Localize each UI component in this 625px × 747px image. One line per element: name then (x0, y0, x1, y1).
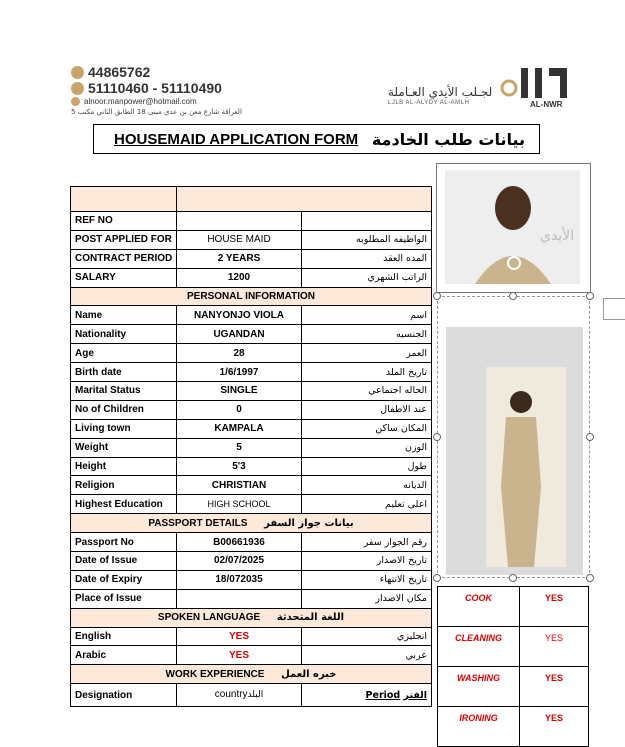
portrait-photo (436, 163, 591, 293)
layout-options-icon[interactable] (603, 298, 625, 320)
birth-date-label: Birth date (71, 363, 177, 382)
table-row (71, 268, 432, 287)
resize-handle-icon[interactable] (433, 292, 441, 300)
personal-info-title: PERSONAL INFORMATION (71, 287, 432, 306)
arabic-label: Arabic (71, 646, 177, 665)
passport-title-arabic: بيانات جواز السفر (264, 517, 354, 529)
period-label-english: Period (365, 689, 401, 701)
issue-date-arabic: تاريخ الاصدار (302, 552, 432, 571)
post-label: POST APPLIED FOR (71, 230, 177, 249)
weight-label: Weight (71, 438, 177, 457)
skills-table (437, 586, 589, 747)
company-logo-icon (497, 64, 577, 102)
skill-cook-label: COOK (438, 587, 520, 627)
name-arabic: اسم (302, 306, 432, 325)
work-title-english: WORK EXPERIENCE (165, 668, 265, 680)
place-of-issue-value (177, 589, 302, 608)
phone-number-2: 51110460 - 51110490 (88, 80, 222, 96)
table-row (71, 495, 432, 514)
weight-value: 5 (177, 438, 302, 457)
person-full-body-icon (446, 327, 583, 575)
full-body-photo-image (446, 327, 583, 575)
address-line: العراقة شارع معن بن عدي مبنى 18 الطابق الثاني مكتب 5 (71, 108, 242, 116)
country-label-english: country (214, 689, 248, 701)
education-arabic: اعلى تعليم (302, 495, 432, 514)
passport-title-english: PASSPORT DETAILS (148, 517, 248, 529)
resize-handle-icon[interactable] (586, 433, 594, 441)
ref-no-value (177, 212, 302, 231)
nationality-arabic: الجنسيه (302, 325, 432, 344)
table-row (438, 587, 589, 627)
spoken-language-header (71, 608, 432, 627)
age-value: 28 (177, 344, 302, 363)
children-label: No of Children (71, 400, 177, 419)
passport-no-label: Passport No (71, 533, 177, 552)
rotate-handle-icon[interactable] (507, 256, 521, 270)
name-value: NANYONJO VIOLA (177, 306, 302, 325)
form-title-box (93, 124, 540, 154)
contract-label: CONTRACT PERIOD (71, 249, 177, 268)
height-label: Height (71, 457, 177, 476)
language-title-arabic: اللغة المتحدثة (276, 612, 345, 624)
expiry-date-value: 18/072035 (177, 570, 302, 589)
table-row (71, 212, 432, 231)
email-icon (71, 97, 80, 106)
table-row (71, 552, 432, 571)
passport-no-value: B00661936 (177, 533, 302, 552)
table-row (71, 249, 432, 268)
passport-no-arabic: رقم الجواز سفر (302, 533, 432, 552)
skill-cleaning-value: YES (520, 627, 589, 667)
personal-info-header (71, 287, 432, 306)
birth-date-arabic: تاريخ الملد (302, 363, 432, 382)
arabic-value: YES (177, 646, 302, 665)
logo-arabic-name: لجـلب الأيدي العـاملة (388, 85, 493, 99)
living-town-arabic: المكان ساكن (302, 419, 432, 438)
table-row (71, 363, 432, 382)
table-row (71, 230, 432, 249)
skill-washing-label: WASHING (438, 667, 520, 707)
arabic-arabic: عربي (302, 646, 432, 665)
skill-cleaning-label: CLEANING (438, 627, 520, 667)
birth-date-value: 1/6/1997 (177, 363, 302, 382)
expiry-date-label: Date of Expiry (71, 570, 177, 589)
svg-text:الأيدي: الأيدي (540, 228, 575, 244)
phone-icon (71, 82, 84, 95)
education-value: HIGH SCHOOL (177, 495, 302, 514)
children-value: 0 (177, 400, 302, 419)
table-row (71, 570, 432, 589)
english-label: English (71, 627, 177, 646)
resize-handle-icon[interactable] (433, 574, 441, 582)
full-body-photo[interactable] (437, 296, 590, 578)
skill-washing-value: YES (520, 667, 589, 707)
age-label: Age (71, 344, 177, 363)
nationality-label: Nationality (71, 325, 177, 344)
skill-ironing-label: IRONING (438, 707, 520, 747)
salary-arabic: الراتب الشهري (302, 268, 432, 287)
religion-arabic: الديانه (302, 476, 432, 495)
marital-status-arabic: الحاله اجتماعي (302, 382, 432, 401)
period-label-arabic: الفتر (403, 689, 427, 701)
marital-status-label: Marital Status (71, 382, 177, 401)
place-of-issue-label: Place of Issue (71, 589, 177, 608)
table-row (71, 476, 432, 495)
passport-details-header (71, 514, 432, 533)
table-row (71, 589, 432, 608)
children-arabic: عند الاطفال (302, 400, 432, 419)
table-row (71, 438, 432, 457)
table-row (438, 627, 589, 667)
living-town-label: Living town (71, 419, 177, 438)
application-form-table (70, 186, 432, 707)
resize-handle-icon[interactable] (509, 292, 517, 300)
age-arabic: العمر (302, 344, 432, 363)
table-row (71, 306, 432, 325)
country-label-arabic: البلد (247, 690, 264, 701)
table-row (71, 325, 432, 344)
nationality-value: UGANDAN (177, 325, 302, 344)
expiry-date-arabic: تاريخ الانتهاء (302, 570, 432, 589)
table-row (71, 533, 432, 552)
table-row (71, 419, 432, 438)
form-top-blank-row (71, 187, 432, 212)
table-row (71, 646, 432, 665)
ref-no-arabic (302, 212, 432, 231)
name-label: Name (71, 306, 177, 325)
post-value: HOUSE MAID (177, 230, 302, 249)
form-title-arabic: بيانات طلب الخادمة (371, 129, 525, 149)
resize-handle-icon[interactable] (586, 574, 594, 582)
work-title-arabic: خبره العمل (281, 668, 337, 680)
contract-arabic: المده العقد (302, 249, 432, 268)
designation-label: Designation (71, 684, 177, 707)
logo-english-name: LJLB AL-ALYDY AL-AMLH (388, 100, 470, 106)
phone-line-2 (71, 80, 222, 96)
email-line (71, 97, 197, 106)
resize-handle-icon[interactable] (509, 574, 517, 582)
contract-value: 2 YEARS (177, 249, 302, 268)
table-row (71, 627, 432, 646)
education-label: Highest Education (71, 495, 177, 514)
email-address: alnoor.manpower@hotmail.com (84, 97, 197, 106)
english-arabic: انجليزي (302, 627, 432, 646)
salary-label: SALARY (71, 268, 177, 287)
table-row (71, 344, 432, 363)
ref-no-label: REF NO (71, 212, 177, 231)
phone-line-1 (71, 64, 150, 80)
work-experience-header (71, 665, 432, 684)
table-row (71, 457, 432, 476)
height-value: 5'3 (177, 457, 302, 476)
english-value: YES (177, 627, 302, 646)
resize-handle-icon[interactable] (433, 433, 441, 441)
issue-date-label: Date of Issue (71, 552, 177, 571)
skill-ironing-value: YES (520, 707, 589, 747)
phone-icon (71, 66, 84, 79)
resize-handle-icon[interactable] (586, 292, 594, 300)
work-columns-row (71, 684, 432, 707)
living-town-value: KAMPALA (177, 419, 302, 438)
table-row (71, 382, 432, 401)
logo-brand-text: AL-NWR (530, 100, 563, 109)
table-row (438, 707, 589, 747)
issue-date-value: 02/07/2025 (177, 552, 302, 571)
weight-arabic: الوزن (302, 438, 432, 457)
language-title-english: SPOKEN LANGUAGE (157, 612, 261, 624)
table-row (438, 667, 589, 707)
height-arabic: طول (302, 457, 432, 476)
salary-value: 1200 (177, 268, 302, 287)
phone-number-1: 44865762 (88, 64, 151, 80)
post-arabic: الواظيفه المطلوبه (302, 230, 432, 249)
table-row (71, 400, 432, 419)
religion-value: CHRISTIAN (177, 476, 302, 495)
place-of-issue-arabic: مكان الاصدار (302, 589, 432, 608)
form-title-english: HOUSEMAID APPLICATION FORM (114, 130, 359, 148)
skill-cook-value: YES (520, 587, 589, 627)
religion-label: Religion (71, 476, 177, 495)
marital-status-value: SINGLE (177, 382, 302, 401)
